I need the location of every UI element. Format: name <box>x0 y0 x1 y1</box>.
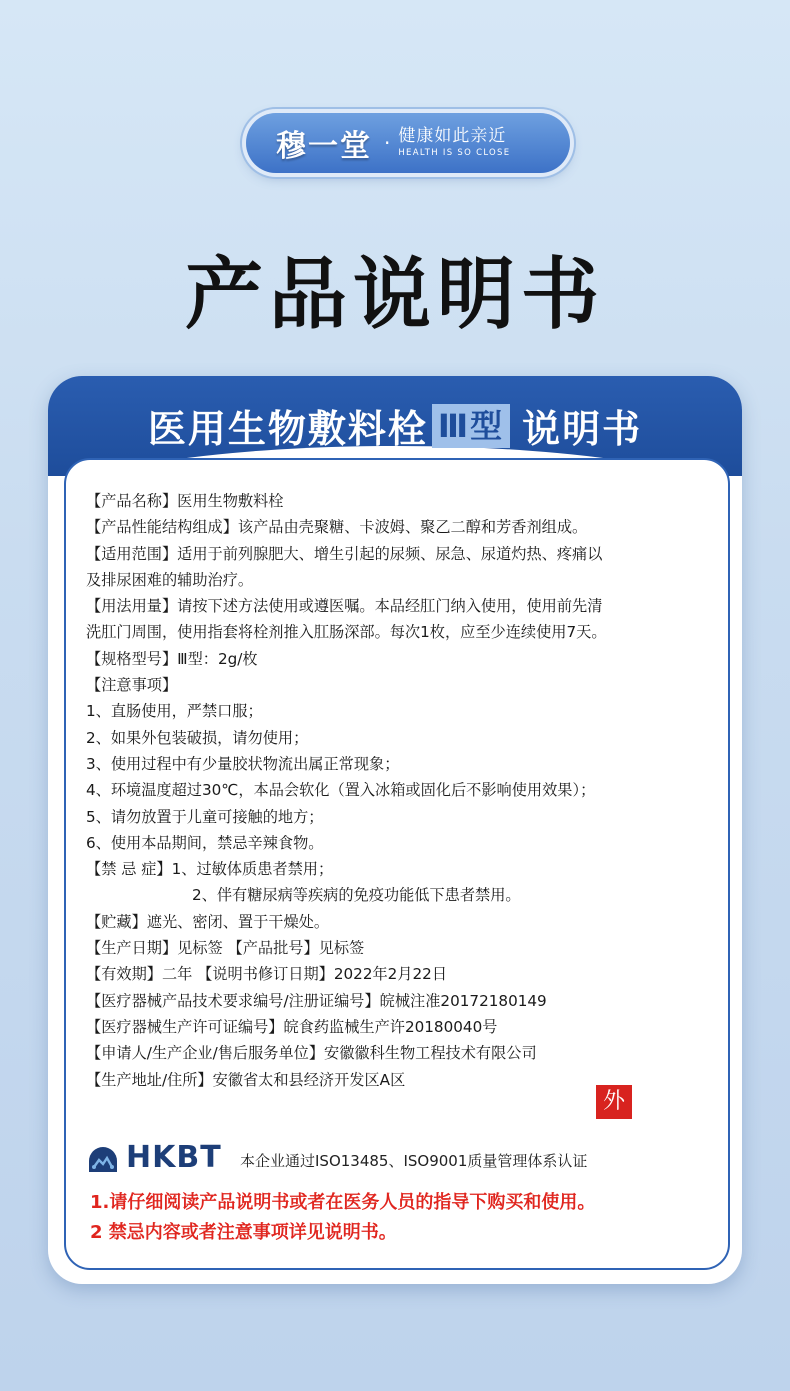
line-usage-cont: 洗肛门周围，使用指套将栓剂推入肛肠深部。每次1枚，应至少连续使用7天。 <box>86 623 607 642</box>
line-precaution-1: 1、直肠使用，严禁口服； <box>86 702 263 721</box>
line-precaution-5: 5、请勿放置于儿童可接触的地方； <box>86 807 324 826</box>
line-scope-cont: 及排尿困难的辅助治疗。 <box>86 570 254 589</box>
line-precaution-6: 6、使用本品期间，禁忌辛辣食物。 <box>86 833 324 852</box>
line-usage: 【用法用量】请按下述方法使用或遵医嘱。本品经肛门纳入使用，使用前先清 <box>86 597 603 616</box>
page-title: 产品说明书 <box>184 249 605 340</box>
brand-slogan <box>398 128 510 158</box>
brand-badge <box>246 113 570 173</box>
line-manufacturer: 【申请人/生产企业/售后服务单位】安徽徽科生物工程技术有限公司 <box>86 1044 537 1063</box>
line-storage: 【贮藏】遮光、密闭、置于干燥处。 <box>86 912 329 931</box>
company-logo <box>86 1140 222 1175</box>
line-composition: 【产品性能结构组成】该产品由壳聚糖、卡波姆、聚乙二醇和芳香剂组成。 <box>86 518 588 537</box>
line-precautions-heading: 【注意事项】 <box>86 676 178 695</box>
line-precaution-4: 4、环境温度超过30℃，本品会软化（置入冰箱或固化后不影响使用效果）； <box>86 781 596 800</box>
card-title <box>48 398 742 453</box>
warning-2: 2 禁忌内容或者注意事项详见说明书。 <box>90 1222 397 1243</box>
brand-name: 穆一堂 <box>276 129 372 164</box>
line-contraindications: 【禁 忌 症】1、过敏体质患者禁用； <box>86 860 334 879</box>
line-specification: 【规格型号】Ⅲ型：2g/枚 <box>86 649 258 668</box>
card-title-suffix: 说明书 <box>522 407 643 451</box>
line-production-date: 【生产日期】见标签 【产品批号】见标签 <box>86 939 365 958</box>
line-contraindication-2: 2、伴有糖尿病等疾病的免疫功能低下患者禁用。 <box>192 886 521 905</box>
line-product-name: 【产品名称】医用生物敷料栓 <box>86 492 284 510</box>
line-address: 【生产地址/住所】安徽省太和县经济开发区A区 <box>86 1070 406 1089</box>
line-precaution-3: 3、使用过程中有少量胶状物流出属正常现象； <box>86 754 400 773</box>
line-validity: 【有效期】二年 【说明书修订日期】2022年2月22日 <box>86 965 448 984</box>
brand-slogan-en: HEALTH IS SO CLOSE <box>398 148 511 159</box>
certification-text: 本企业通过ISO13485、ISO9001质量管理体系认证 <box>240 1152 588 1170</box>
type-badge: Ⅲ型 <box>432 404 510 448</box>
card-title-prefix: 医用生物敷料栓 <box>147 407 428 451</box>
hkbt-logo-icon <box>86 1141 120 1175</box>
line-registration: 【医疗器械产品技术要求编号/注册证编号】皖械注准20172180149 <box>86 991 547 1010</box>
brand-slogan-cn: 健康如此亲近 <box>398 126 507 147</box>
line-license: 【医疗器械生产许可证编号】皖食药监械生产许20180040号 <box>86 1017 498 1036</box>
line-precaution-2: 2、如果外包装破损，请勿使用； <box>86 728 309 747</box>
instruction-content <box>86 488 706 1093</box>
line-scope: 【适用范围】适用于前列腺肥大、增生引起的尿频、尿急、尿道灼热、疼痛以 <box>86 544 603 563</box>
external-use-mark: 外 <box>596 1085 632 1119</box>
warning-1: 1.请仔细阅读产品说明书或者在医务人员的指导下购买和使用。 <box>90 1192 596 1213</box>
brand-separator: · <box>384 131 391 155</box>
logo-text: HKBT <box>126 1140 222 1175</box>
